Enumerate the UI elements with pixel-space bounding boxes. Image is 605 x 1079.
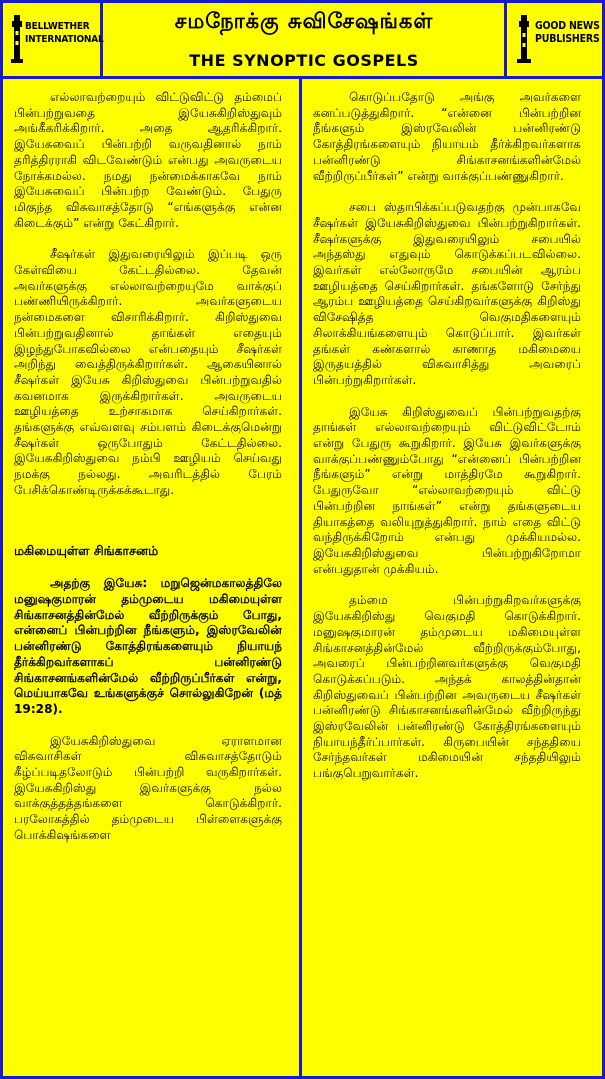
right-paragraph-3: இயேசு கிறிஸ்துவைப் பின்பற்றுவதற்கு தாங்கள் எல்லாவற்றையும் விட்டுவிட்டோம் என்று பேதுரு கூறுகிறார். இயேசு இவர்களுக்கு வாக்குப்பண்ணும்போது “என்னைப் பின்பற்றின நீங்களும்” என்று மாத்திரமே கூறுகிறார். பேதுருவோ “எல்லாவற்றையும் விட்டு பின்பற்றின நாங்கள்” என்று தங்களுடைய தியாகத்தை வலியுறுத்துகிறார். நாம் எதை விட்டு வந்திருக்கிறோம் என்பது முக்கியமல்ல. இயேசுகிறிஸ்துவை பின்பற்றுகிறோமா என்பதுதான் முக்கியம். <box>313 404 581 576</box>
right-paragraph-2: சபை ஸ்தாபிக்கப்படுவதற்கு முன்பாகவே சீஷர்கள் இயேசுகிறிஸ்துவை பின்பற்றுகிறார்கள். சீஷர்களுக்கு இதுவரையிலும் சபையில் அந்தஸ்து எதுவும் கொடுக்கப்படவில்லை. இவர்கள் எல்லோருமே சபையின் ஆரம்ப ஊழியத்தை செய்கிறார்கள். தங்களோடு சேர்ந்து ஆரம்ப ஊழியத்தை செய்கிறவர்களுக்கு கிறிஸ்து விசேஷித்த வெகுமதிகளையும் சிலாக்கியங்களையும் கொடுப்பார். இவர்கள் தங்கள் கண்களால் காணாத மகிமையை இருதயத்தில் விசுவாசித்து அவரைப் பின்பற்றுகிறார்கள். <box>313 200 581 387</box>
right-paragraph-4: தம்மை பின்பற்றுகிறவர்களுக்கு இயேசுகிறிஸ்து வெகுமதி கொடுக்கிறார். மனுஷகுமாரன் தம்முடைய மகிமையுள்ள சிங்காசனத்தின்மேல் வீற்றிருக்கும்போது, அவரைப் பின்பற்றினவர்களுக்கு வெகுமதி கொடுக்கப்படும். அந்தக் காலத்தின்தான் கிறிஸ்துவைப் பின்பற்றின அவருடைய சீஷர்கள் பன்னிரண்டு சிங்காசனங்களின்மேல் வீற்றிருந்து இஸ்ரவேலின் பன்னிரண்டு கோத்திரங்களையும் நியாயந்தீர்ப்பார்கள். கிருபையின் சந்ததியை சேர்ந்தவர்கள் மகிமையின் சந்ததியிலும் பங்குபெறுவார்கள். <box>313 593 581 781</box>
logo-left-line2: INTERNATIONAL <box>25 34 104 45</box>
left-paragraph-2: சீஷர்கள் இதுவரையிலும் இப்படி ஒரு கேள்வியை கேட்டதில்லை. தேவன் அவர்களுக்கு எல்லாவற்றையுமே வாக்குப் பண்ணியிருக்கிறார். அவர்களுடைய நன்மைகளை விசாரிக்கிறார். கிறிஸ்துவை பின்பற்றுவதினால் தாங்கள் எதையும் இழந்துபோகவில்லை என்பதையும் சீஷர்கள் அறிந்து வைத்திருக்கிறார்கள். ஆகையினால் சீஷர்கள் இயேசு கிறிஸ்துவை பின்பற்றுவதில் கவனமாக இருக்கிறார்கள். அவருடைய ஊழியத்தை உற்சாகமாக செய்கிறார்கள். தங்களுக்கு எவ்வளவு சம்பளம் கிடைக்குமென்று சீஷர்கள் ஒருபோதும் கேட்டதில்லை. இயேசுகிறிஸ்துவை நம்பி ஊழியம் செய்வது நமக்கு நல்லது. அவரிடத்தில் பேரம் பேசிக்கொண்டிருக்கக்கூடாது. <box>14 247 282 497</box>
page-title-english: THE SYNOPTIC GOSPELS <box>189 51 419 70</box>
bellwether-logo <box>3 3 103 76</box>
bellwether-logo-icon <box>9 13 25 63</box>
right-paragraph-1: கொடுப்பதோடு அங்கு அவர்களை கனப்படுத்துகிறார். “என்னை பின்பற்றின நீங்களும் இஸ்ரவேலின் பன்னிரண்டு கோத்திரங்களையும் நியாயம் தீர்க்கிறவர்களாக பன்னிரண்டு சிங்காசனங்களின்மேல் வீற்றிருப்பீர்கள்” என்று வாக்குப்பண்ணுகிறார். <box>313 90 581 183</box>
column-divider <box>299 79 302 1076</box>
bellwether-logo-text <box>25 20 104 46</box>
header <box>3 3 602 79</box>
section-heading: மகிமையுள்ள சிங்காசனம் <box>14 542 159 558</box>
left-column <box>14 90 282 860</box>
good-news-logo-text <box>535 20 600 46</box>
page-title-tamil: சமநோக்கு சுவிசேஷங்கள் <box>174 9 434 33</box>
logo-left-line1: BELLWETHER <box>25 21 90 32</box>
left-paragraph-3: இயேசுகிறிஸ்துவை ஏராளமான விசுவாசிகள் விசுவாசத்தோடும் கீழ்ப்படிதலோடும் பின்பற்றி வருகிறார்கள். இயேசுகிறிஸ்து இவர்களுக்கு நல்ல வாக்குத்தத்தங்களை கொடுக்கிறார். பரலோகத்தில் தம்முடைய பிள்ளைகளுக்கு பொக்கிஷங்களை <box>14 733 282 842</box>
logo-right-line1: GOOD NEWS <box>535 20 600 32</box>
left-paragraph-1: எல்லாவற்றையும் விட்டுவிட்டு தம்மைப் பின்பற்றுவதை இயேசுகிறிஸ்துவும் அங்கீகரிக்கிறார். அதை ஆதரிக்கிறார். இயேசுவைப் பின்பற்றி வருவதினால் நாம் தரித்திரராகி விடவேண்டும் என்பது அவருடைய நோக்கமல்ல. நமது நன்மைக்காகவே நாம் இயேசுவைப் பின்பற்ற வேண்டும். பேதுரு மிகுந்த விசுவாசத்தோடு “எங்களுக்கு என்ன கிடைக்கும்” என்று கேட்கிறார். <box>14 90 282 230</box>
logo-right-line2: PUBLISHERS <box>535 33 600 45</box>
scripture-quote: அதற்கு இயேசு: மறுஜென்மகாலத்திலே மனுஷகுமாரன் தம்முடைய மகிமையுள்ள சிங்காசனத்தின்மேல் வீற்றிருக்கும் போது, என்னைப் பின்பற்றின நீங்களும், இஸ்ரவேலின் பன்னிரண்டு கோத்திரங்களையும் நியாயந் தீர்க்கிறவர்களாகப் பன்னிரண்டு சிங்காசனங்களின்மேல் வீற்றிருப்பீர்கள் என்று, மெய்யாகவே உங்களுக்குச் சொல்லுகிறேன் (மத் 19:28). <box>14 576 282 716</box>
good-news-logo <box>504 3 602 76</box>
good-news-logo-icon <box>515 13 533 63</box>
right-column <box>313 90 581 798</box>
